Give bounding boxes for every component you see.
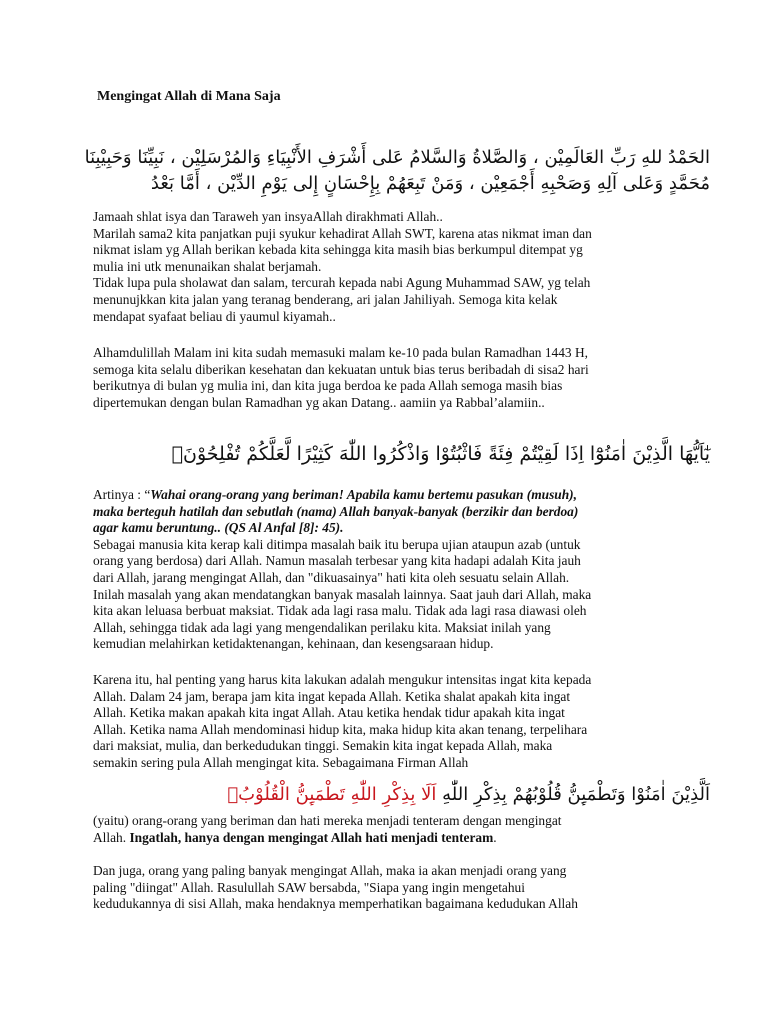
text-line: berikutnya di bulan yg mulia ini, dan kita juga berdoa ke pada Allah semoga masih bias bbox=[93, 378, 563, 394]
verse-red-part: اَلَا بِذِكْرِ اللّٰهِ تَطْمَىِٕنُّ الْقُلُوْبُۗ bbox=[227, 784, 437, 805]
text-line: paling "diingat" Allah. Rasulullah SAW bersabda, "Siapa yang ingin mengetahui bbox=[93, 879, 525, 895]
remembered-paragraph bbox=[93, 863, 673, 913]
text-line: dipertemukan dengan bulan Ramadhan yg akan Datang.. aamiin ya Rabbal’alamiin.. bbox=[93, 394, 545, 410]
arabic-line: الحَمْدُ للهِ رَبِّ العَالَمِيْن ، وَالصَّلاةُ وَالسَّلامُ عَلى أَشْرَفِ الأَنْبِيَاءِ وَالمُرْسَلِيْن ، نَبِيِّنَا وَحَبِيْبِنَا bbox=[84, 147, 710, 168]
text-line: Karena itu, hal penting yang harus kita lakukan adalah mengukur intensitas ingat kita kepada bbox=[93, 672, 592, 687]
text-line: dari maksiat, mulia, dan berkedudukan tinggi. Semakin kita ingat kepada Allah, maka bbox=[93, 738, 553, 754]
text-line: nikmat islam yg Allah berikan kebada kita sehingga kita masih bias berkumpul ditempat yg bbox=[93, 242, 583, 258]
text-line: mendapat syafaat beliau di yaumul kiyamah.. bbox=[93, 308, 336, 324]
ramadhan-paragraph bbox=[93, 345, 673, 411]
text-line bbox=[93, 487, 673, 504]
verse-translation-paragraph bbox=[93, 813, 673, 846]
translation-end: . bbox=[493, 829, 497, 845]
text-line: Marilah sama2 kita panjatkan puji syukur kehadirat Allah SWT, karena atas nikmat iman dan bbox=[93, 225, 592, 241]
text-line: Dan juga, orang yang paling banyak mengingat Allah, maka ia akan menjadi orang yang bbox=[93, 863, 567, 878]
text-line: kita akan leluasa berbuat maksiat. Tidak ada lagi rasa malu. Tidak ada lagi rasa diawasi oleh bbox=[93, 603, 587, 619]
text-line: mulia ini utk menunaikan shalat berjamah. bbox=[93, 258, 322, 274]
text-line: (yaitu) orang-orang yang beriman dan hati mereka menjadi tenteram dengan mengingat bbox=[93, 813, 562, 828]
text-line: Alhamdulillah Malam ini kita sudah memasuki malam ke-10 pada bulan Ramadhan 1443 H, bbox=[93, 345, 588, 360]
greeting-paragraph bbox=[93, 209, 673, 325]
translation-start: Allah. bbox=[93, 829, 130, 845]
intensity-paragraph bbox=[93, 672, 673, 772]
text-line: orang yang berdosa) dari Allah. Namun masalah terbesar yang kita hadapi adalah Kita jauh bbox=[93, 553, 581, 569]
text-line: semoga kita selalu diberikan kesehatan dan kekuatan untuk bias terus beribadah di sisa2 hari bbox=[93, 361, 589, 377]
text-line: Allah. Ketika nama Allah mendominasi hidup kita, maka hidup kita akan tenang, terpelihara bbox=[93, 721, 588, 737]
text-line: Inilah masalah yang akan mendatangkan banyak masalah lainnya. Saat jauh dari Allah, maka bbox=[93, 586, 592, 602]
arabic-line: مُحَمَّدٍ وَعَلى آلِهِ وَصَحْبِهِ أَجْمَعِيْن ، وَمَنْ تَبِعَهُمْ بِإِحْسَانٍ إِلى يَوْمِ الدِّيْن ، أَمَّا بَعْدُ bbox=[150, 173, 710, 194]
opening-arabic-praise bbox=[60, 145, 710, 197]
text-line bbox=[93, 830, 673, 847]
verse-translation: agar kamu beruntung.. (QS Al Anfal [8]: 45). bbox=[93, 520, 344, 536]
verse-translation: maka berteguh hatilah dan sebutlah (nama) Allah banyak-banyak (berzikir dan berdoa) bbox=[93, 503, 579, 519]
text-line: kemudian melahirkan ketidaktenangan, kehinaan, dan kesengsaraan hidup. bbox=[93, 636, 494, 652]
verse-translation: Wahai orang-orang yang beriman! Apabila kamu bertemu pasukan (musuh), bbox=[150, 487, 577, 502]
text-line: kedudukannya di sisi Allah, maka hendaknya memperhatikan bagaimana kedudukan Allah bbox=[93, 896, 578, 912]
text-line: semakin sering pula Allah mengingat kita. Sebagaimana Firman Allah bbox=[93, 754, 469, 770]
verse-black-part: اَلَّذِيْنَ اٰمَنُوْا وَتَطْمَىِٕنُّ قُلُوْبُهُمْ بِذِكْرِ اللّٰهِ bbox=[436, 784, 710, 805]
text-line: Sebagai manusia kita kerap kali ditimpa masalah baik itu berupa ujian ataupun azab (untuk bbox=[93, 536, 581, 552]
document-title: Mengingat Allah di Mana Saja bbox=[97, 89, 281, 104]
text-line: Allah, sehingga tidak ada lagi yang mengendalikan perilaku kita. Maksiat inilah yang bbox=[93, 619, 551, 635]
quran-verse-anfal-45: يٰٓاَيُّهَا الَّذِيْنَ اٰمَنُوْٓا اِذَا لَقِيْتُمْ فِئَةً فَاثْبُتُوْا وَاذْكُرُوا اللّٰهَ كَثِيْرًا لَّعَلَّكُمْ تُفْلِحُوْنَۚ bbox=[171, 443, 710, 465]
translation-emphasis: Ingatlah, hanya dengan mengingat Allah hati menjadi tenteram bbox=[129, 829, 494, 845]
text-line: Allah. Ketika makan apakah kita ingat Allah. Atau ketika hendak tidur apakah kita ingat bbox=[93, 705, 565, 721]
text-line: dari Allah, jarang mengingat Allah, dan "dikuasainya" hati kita oleh sesuatu selain Allah. bbox=[93, 569, 570, 585]
text-line: Jamaah shlat isya dan Taraweh yan insyaAllah dirakhmati Allah.. bbox=[93, 209, 443, 224]
artinya-paragraph bbox=[93, 487, 673, 653]
text-line: Allah. Dalam 24 jam, berapa jam kita ingat kepada Allah. Ketika shalat apakah kita ingat bbox=[93, 688, 571, 704]
artinya-label: Artinya : “ bbox=[93, 487, 151, 502]
text-line: menunujkkan kita jalan yang teranag benderang, ari jalan Jahiliyah. Semoga kita kelak bbox=[93, 291, 558, 307]
text-line: Tidak lupa pula sholawat dan salam, tercurah kepada nabi Agung Muhammad SAW, yg telah bbox=[93, 275, 591, 291]
quran-verse-ar-rad-28 bbox=[60, 782, 710, 808]
